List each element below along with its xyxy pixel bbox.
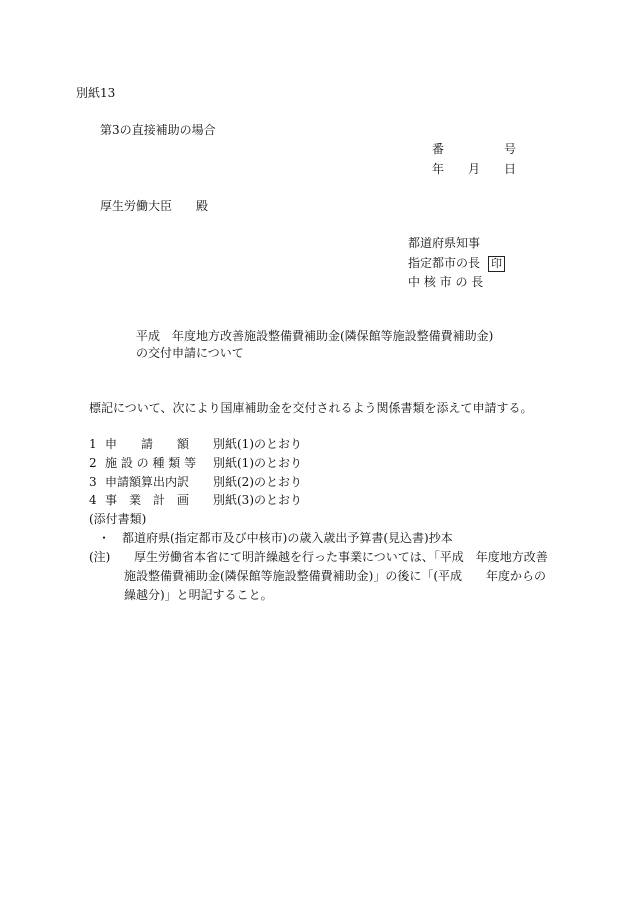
sender-governor: 都道府県知事 [408,236,481,250]
list-item [89,494,302,506]
sender-city-mayor-label: 指定都市の長 [408,256,481,270]
item-number: 2 [89,456,97,470]
body-text: 標記について、次により国庫補助金を交付されるよう関係書類を添えて申請する。 [89,401,533,415]
item-label: 申 請 額 [105,437,190,451]
item-value: 別紙(1)のとおり [213,456,302,470]
attachments-heading: (添付書類) [89,512,147,526]
date-line: 年 月 日 [432,162,517,176]
document-number-line: 番 号 [432,142,517,156]
item-value: 別紙(1)のとおり [213,437,302,451]
addressee: 厚生労働大臣 殿 [100,199,209,213]
sender-core-city-mayor: 中 核 市 の 長 [408,275,484,289]
note-line-1: 厚生労働省本省にて明許繰越を行った事業については、「平成 年度地方改善 [134,550,548,564]
attachment-item: ・ 都道府県(指定都市及び中核市)の歳入歳出予算書(見込書)抄本 [98,531,453,545]
item-number: 1 [89,437,97,451]
item-label: 事 業 計 画 [105,493,190,507]
note-line-2: 施設整備費補助金(隣保館等施設整備費補助金)」の後に「(平成 年度からの [124,569,547,583]
item-value: 別紙(3)のとおり [213,493,302,507]
sender-city-mayor [408,256,505,272]
case-heading: 第3の直接補助の場合 [100,123,216,137]
item-label: 施 設 の 種 類 等 [105,456,197,470]
item-number: 3 [89,475,97,489]
note-label: (注) [89,550,111,564]
item-label: 申請額算出内訳 [105,475,190,489]
subject-line-2: の交付申請について [136,346,244,360]
attachment-label: 別紙13 [76,86,116,100]
list-item [89,476,302,488]
item-value: 別紙(2)のとおり [213,475,302,489]
item-number: 4 [89,493,97,507]
seal-stamp: 印 [488,256,505,272]
note-line-3: 繰越分)」と明記すること。 [124,588,273,602]
list-item [89,438,302,450]
subject-line-1: 平成 年度地方改善施設整備費補助金(隣保館等施設整備費補助金) [136,329,494,343]
list-item [89,457,302,469]
